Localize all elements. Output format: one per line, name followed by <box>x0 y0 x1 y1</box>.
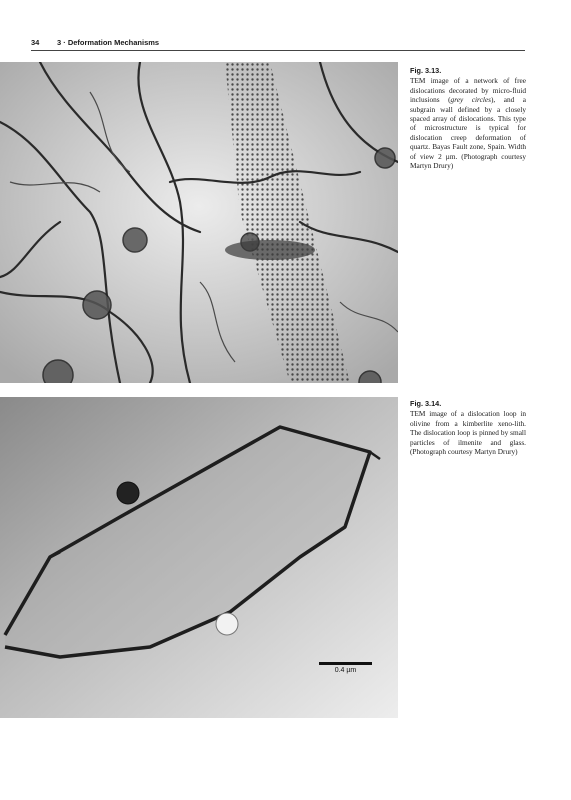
figure-3-14-caption <box>410 399 526 456</box>
scale-bar <box>319 662 372 665</box>
figure-3-13-caption-italic: grey circles <box>450 95 491 105</box>
figure-3-13-label: Fig. 3.13. <box>410 66 442 75</box>
figure-3-14-label: Fig. 3.14. <box>410 399 442 408</box>
figure-3-13-image <box>0 62 398 383</box>
figure-3-13-caption <box>410 66 526 170</box>
figure-3-13-caption-text-2: ), and a subgrain wall defined by a closely spaced array of dislocations. This type of microstructure is typical for dislocation creep deformation of quartz. Bayas Fault zone, Spain. Width of view 2 µm. (Photograph courtesy Martyn Drury) <box>410 95 526 171</box>
header-rule <box>31 50 525 51</box>
running-header <box>31 38 525 50</box>
page-number: 34 <box>31 38 40 47</box>
chapter-title: 3 · Deformation Mechanisms <box>57 38 160 47</box>
scale-bar-label: 0.4 µm <box>334 667 357 674</box>
figure-3-14-caption-text: TEM image of a dislocation loop in olivine from a kimberlite xeno-lith. The dislocation loop is pinned by small particles of ilmenite and glass. (Photograph courtesy Martyn Drury) <box>410 409 526 457</box>
figure-3-13-caption-text-1: TEM image of a network of free dislocations decorated by micro-fluid inclusions ( <box>410 76 526 105</box>
